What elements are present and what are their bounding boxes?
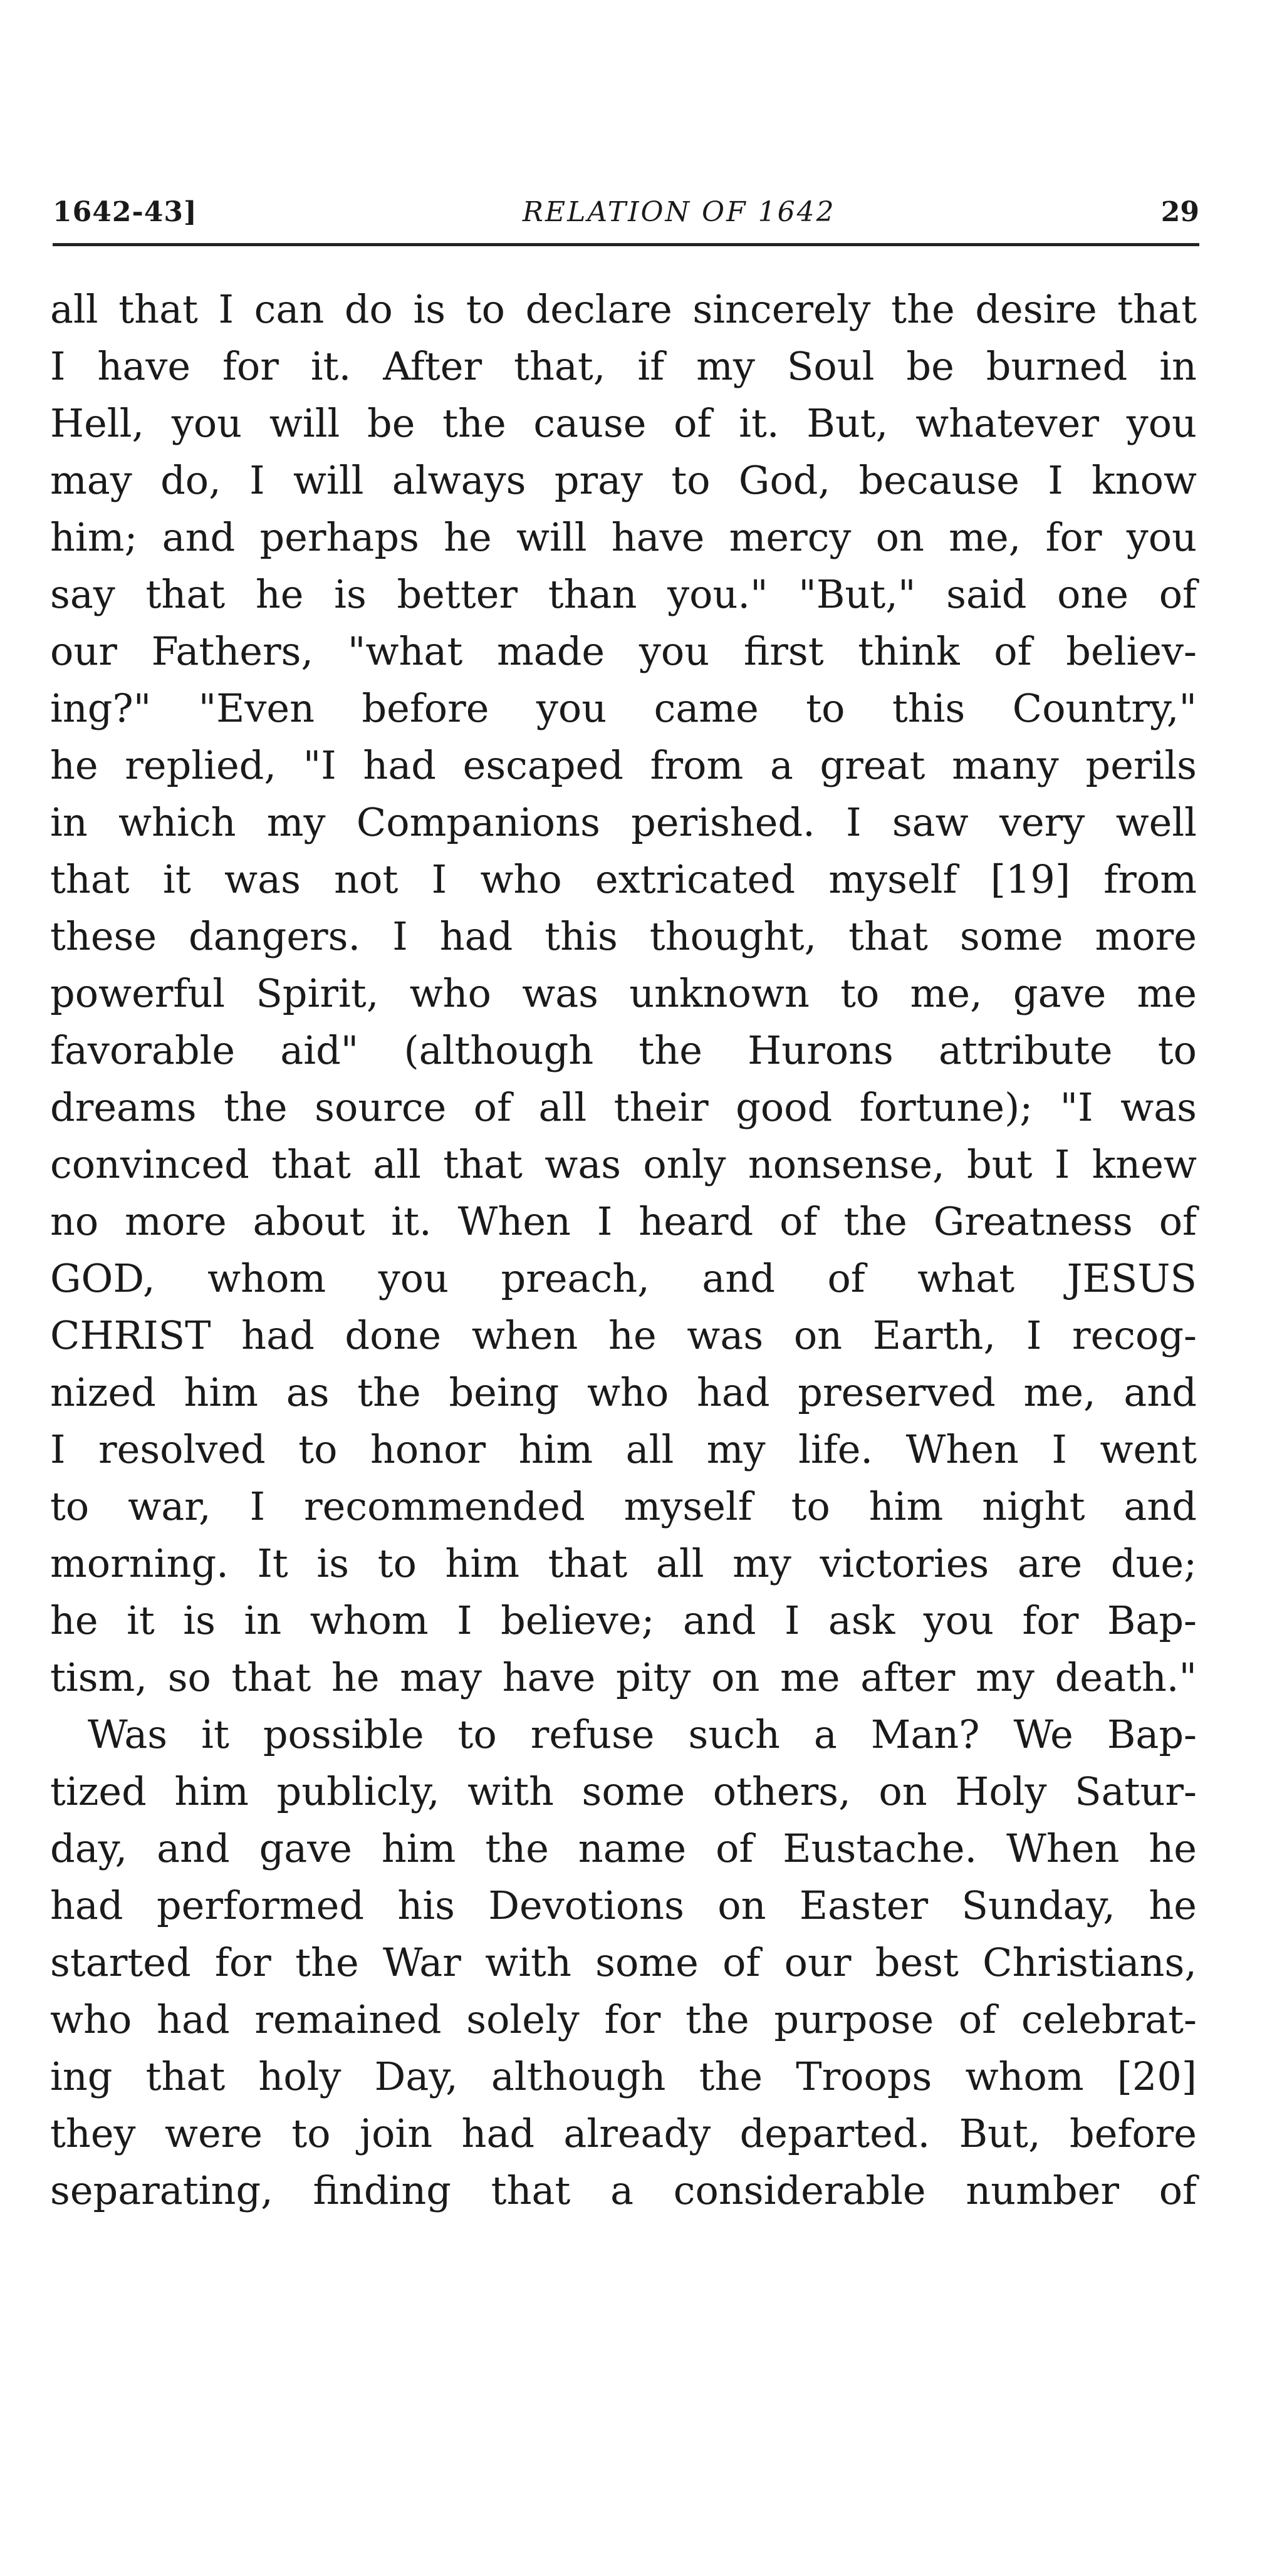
text-line: separating, finding that a considerable number of: [50, 2168, 1197, 2213]
text-line: our Fathers, "what made you first think of believ-: [50, 628, 1197, 674]
text-line: nized him as the being who had preserved me, and: [50, 1369, 1197, 1415]
text-line: no more about it. When I heard of the Greatness of: [50, 1198, 1197, 1244]
text-line: tized him publicly, with some others, on Holy Satur-: [50, 1768, 1197, 1814]
text-line: day, and gave him the name of Eustache. When he: [50, 1826, 1197, 1871]
text-line: may do, I will always pray to God, because I know: [50, 457, 1197, 503]
text-line: he it is in whom I believe; and I ask you for Bap-: [50, 1597, 1197, 1643]
text-line: who had remained solely for the purpose of celebrat-: [50, 1997, 1197, 2042]
text-line: all that I can do is to declare sincerely the desire that: [50, 286, 1197, 332]
text-line: these dangers. I had this thought, that some more: [50, 913, 1197, 959]
text-line: CHRIST had done when he was on Earth, I recog-: [50, 1312, 1197, 1358]
running-head: [53, 183, 1199, 228]
text-line: ing?" "Even before you came to this Country,": [50, 685, 1197, 731]
text-line: favorable aid" (although the Hurons attribute to: [50, 1027, 1197, 1073]
text-line: ing that holy Day, although the Troops whom [20]: [50, 2054, 1197, 2099]
body-text: [50, 281, 1197, 2219]
text-line: had performed his Devotions on Easter Sunday, he: [50, 1883, 1197, 1928]
page-number: 29: [1160, 196, 1199, 228]
text-line: dreams the source of all their good fortune); "I was: [50, 1084, 1197, 1130]
text-line: Was it possible to refuse such a Man? We Bap-: [88, 1711, 1197, 1757]
text-line: morning. It is to him that all my victories are due;: [50, 1540, 1197, 1586]
text-line: that it was not I who extricated myself [19] from: [50, 856, 1197, 902]
text-line: Hell, you will be the cause of it. But, whatever you: [50, 400, 1197, 446]
text-line: convinced that all that was only nonsense, but I knew: [50, 1141, 1197, 1187]
text-line: to war, I recommended myself to him night and: [50, 1483, 1197, 1529]
text-line: I have for it. After that, if my Soul be burned in: [50, 343, 1197, 389]
text-line: him; and perhaps he will have mercy on me, for you: [50, 514, 1197, 560]
text-line: GOD, whom you preach, and of what JESUS: [50, 1255, 1197, 1301]
text-line: powerful Spirit, who was unknown to me, gave me: [50, 970, 1197, 1016]
text-line: he replied, "I had escaped from a great many perils: [50, 742, 1197, 788]
header-rule: [53, 243, 1199, 246]
text-line: I resolved to honor him all my life. When I went: [50, 1426, 1197, 1472]
text-line: say that he is better than you." "But," said one of: [50, 571, 1197, 617]
running-head-left: 1642-43]: [53, 196, 197, 228]
text-line: tism, so that he may have pity on me after my death.": [50, 1654, 1197, 1700]
running-head-title: RELATION OF 1642: [522, 196, 836, 228]
text-line: started for the War with some of our best Christians,: [50, 1940, 1197, 1985]
text-line: they were to join had already departed. But, before: [50, 2111, 1197, 2156]
text-line: in which my Companions perished. I saw very well: [50, 799, 1197, 845]
